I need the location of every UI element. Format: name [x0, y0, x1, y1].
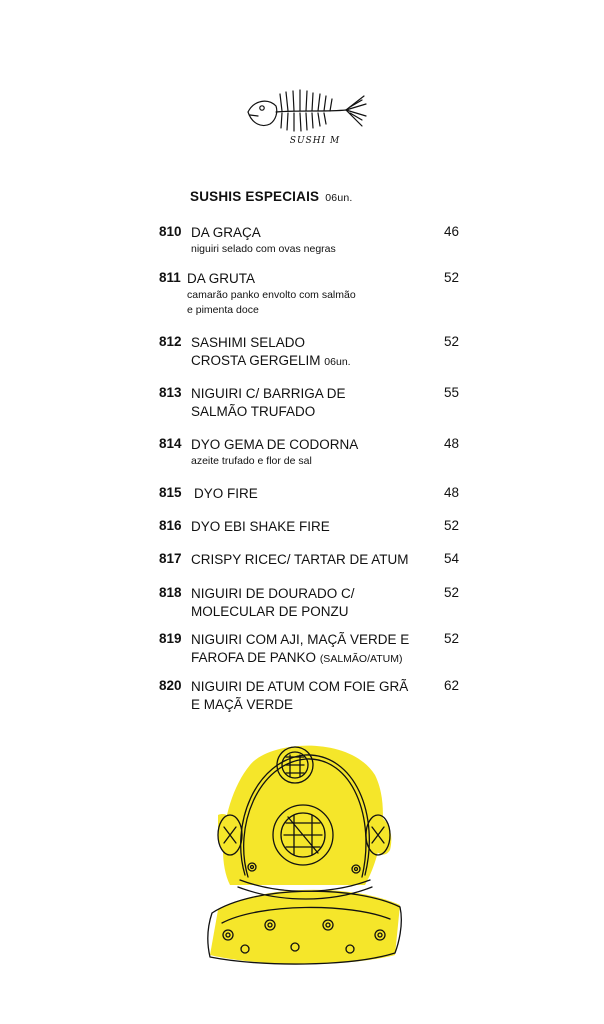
item-code: 814	[159, 436, 182, 451]
section-title-text: SUSHIS ESPECIAIS	[190, 189, 320, 204]
item-note: (SALMÃO/ATUM)	[319, 653, 403, 665]
item-price: 52	[443, 334, 459, 349]
item-code: 813	[159, 385, 182, 400]
item-price: 48	[443, 436, 459, 451]
logo-text: SUSHI M	[289, 136, 341, 146]
item-price: 62	[443, 678, 459, 693]
item-name: DYO GEMA DE CODORNA	[191, 437, 359, 452]
item-name: NIGUIRI DE ATUM COM FOIE GRÃ E MAÇÃ VERDE	[191, 679, 409, 712]
diving-helmet-illustration	[200, 735, 410, 970]
item-name	[191, 631, 431, 668]
item-price: 52	[443, 270, 459, 285]
item-description: niguiri selado com ovas negras	[191, 243, 336, 255]
item-name: DA GRAÇA	[191, 225, 261, 240]
item-price: 55	[443, 385, 459, 400]
item-description: camarão panko envolto com salmão e pimenta doce	[187, 289, 356, 316]
item-price: 48	[443, 485, 459, 500]
item-description: azeite trufado e flor de sal	[191, 455, 312, 467]
item-code: 819	[159, 631, 182, 646]
item-name-text: NIGUIRI COM AJI, MAÇÃ VERDE E FAROFA DE PANKO	[191, 632, 410, 665]
item-price: 46	[443, 224, 459, 239]
section-unit: 06un.	[325, 192, 353, 204]
item-code: 816	[159, 518, 182, 533]
item-note: 06un.	[324, 356, 351, 368]
item-name-text: SASHIMI SELADO CROSTA GERGELIM	[191, 335, 321, 368]
item-price: 52	[443, 518, 459, 533]
item-code: 810	[159, 224, 182, 239]
item-price: 54	[443, 551, 459, 566]
item-code: 818	[159, 585, 182, 600]
item-name: CRISPY RICEC/ TARTAR DE ATUM	[191, 552, 409, 567]
item-name	[191, 334, 431, 371]
item-code: 820	[159, 678, 182, 693]
item-code: 812	[159, 334, 182, 349]
item-name: DYO EBI SHAKE FIRE	[191, 519, 330, 534]
item-name: DA GRUTA	[187, 271, 256, 286]
item-price: 52	[443, 631, 459, 646]
item-code: 811	[159, 270, 181, 285]
section-title	[190, 189, 353, 204]
item-name: NIGUIRI C/ BARRIGA DE SALMÃO TRUFADO	[191, 386, 346, 419]
item-code: 815	[159, 485, 182, 500]
logo	[240, 82, 370, 152]
item-price: 52	[443, 585, 459, 600]
diving-helmet-icon	[200, 735, 410, 970]
item-name: NIGUIRI DE DOURADO C/ MOLECULAR DE PONZU	[191, 586, 355, 619]
item-code: 817	[159, 551, 182, 566]
item-name: DYO FIRE	[194, 486, 258, 501]
